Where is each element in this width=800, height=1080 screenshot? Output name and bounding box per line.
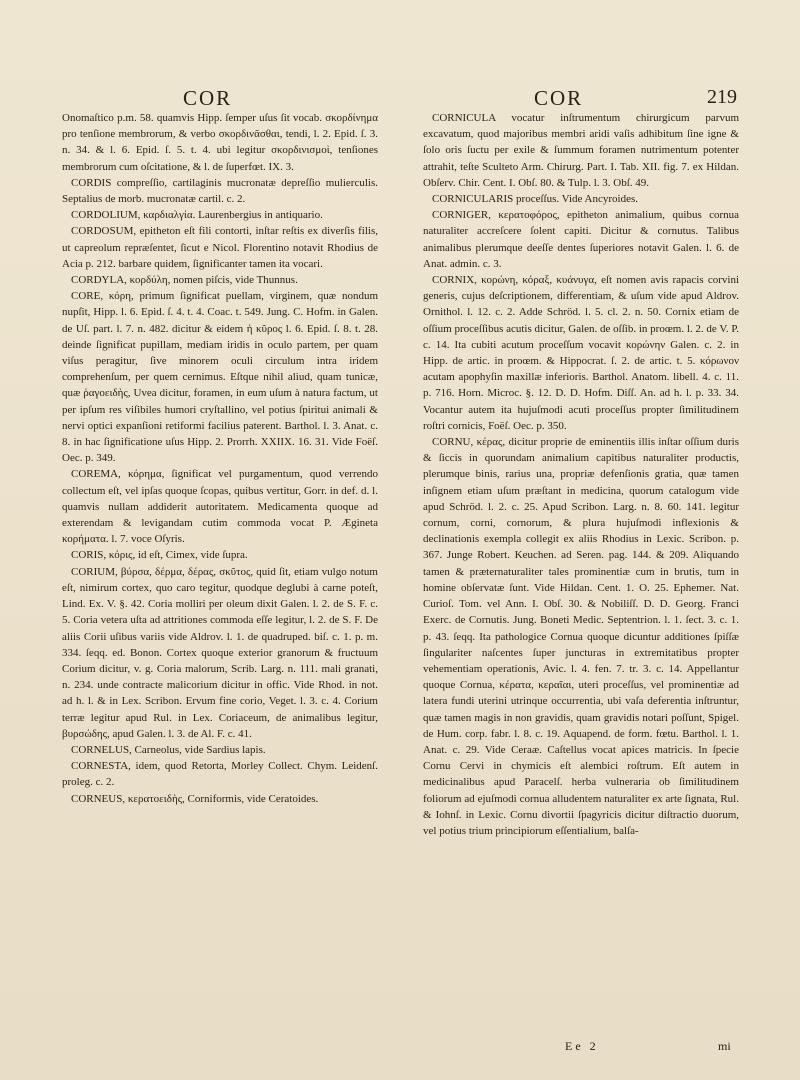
catchword: mi [718, 1039, 731, 1053]
signature-mark: Ee 2 [565, 1039, 599, 1053]
entry-cordolium: CORDOLIUM, καρδιαλγία. Laurenbergius in antiquario. [71, 209, 323, 222]
entry-coris: CORIS, κόρις, id eſt, Cimex, vide ſupra. [71, 549, 248, 562]
running-head-left: COR [183, 86, 233, 110]
entry-onomastico: Onomaſtico p.m. 58. quamvis Hipp. ſemper uſus ſit vocab. σκορδίνημα pro tenſione membrorum, & verbo σκορδινᾶσθαι, tendi, l. 2. Epid. ſ. 3. n. 34. & l. 6. Epid. ſ. 5. t. 4. ubi legitur σκορδινισμοὶ, tenſiones membrorum cum oſcitatione, & l. de ſuperfœt. IX. 3. [62, 112, 378, 173]
entry-corium: CORIUM, βύρσα, δέρμα, δέρας, σκῦτος, quid ſit, etiam vulgo notum eſt, nimirum cortex, quo caro tegitur, quodque deglubi à carne poteſt, Lind. Ex. V. §. 42. Coria molliri per oleum dixit Galen. l. 2. de S. F. c. 5. Coria vetera uſta ad attritiones commoda eſſe legitur, l. 2. de S. F. De aliis Corii uſibus variis vide Aldrov. l. 1. de quadruped. biſ. c. 1. p. m. 334. ſeqq. ed. Bonon. Cortex quoque exterior granorum & fructuum Corium dicitur, v. g. Coria malorum, Scrib. Larg. n. 111. mali granati, n. 234. unde contracte malicorium dicitur in offic. Vide Rhod. in not. ad h. l. & in Lex. Scribon. Ervum fine corio, Veget. l. 3. c. 4. Corium terræ legitur apud Rul. in Lex. Coriaceum, de animalibus legitur, βυρσώδης, apud Galen. l. 3. de Al. F. c. 41. [62, 565, 378, 740]
entry-corneus: CORNEUS, κερατοειδὴς, Corniformis, vide Ceratoides. [71, 792, 319, 805]
entry-cornicula: CORNICULA vocatur inſtrumentum chirurgicum parvum excavatum, quod majoribus membri aridi vaſis adhibitum ſine igne & ſolo oris ſuctu per exile & ſummum foramen nutrimentum potenter attrahit, teſte Sculteto Arm. Chirurg. Part. I. Tab. XII. fig. 7. ex Hildan. Obſerv. Chir. Cent. I. Obſ. 80. & Tulp. l. 3. Obſ. 49. [423, 112, 739, 189]
entry-cordis: CORDIS compreſſio, cartilaginis mucronatæ depreſſio mulierculis. Septalius de morb. mucronatæ cartil. c. 2. [62, 176, 378, 206]
left-column [62, 110, 378, 807]
right-column [423, 110, 739, 839]
entry-cornesta: CORNESTA, idem, quod Retorta, Morley Collect. Chym. Leidenſ. proleg. c. 2. [62, 760, 378, 789]
entry-corema: COREMA, κόρημα, ſignificat vel purgamentum, quod verrendo collectum eſt, vel ipſas quoque ſcopas, quibus vertitur, Gorr. in def. d. l. quamvis nullam addiderit autoritatem. Medicamenta quoque ad exterendam & levigandam cutim commoda vocat P. Ægineta κορήματα. l. 7. voce Oſyris. [62, 468, 378, 546]
entry-cornelus: CORNELUS, Carneolus, vide Sardius lapis. [71, 743, 266, 756]
page-number: 219 [707, 86, 737, 108]
running-head-right: COR [534, 86, 584, 110]
entry-cordyla: CORDYLA, κορδύλη, nomen piſcis, vide Thunnus. [71, 274, 298, 287]
entry-core: CORE, κόρη, primum ſignificat puellam, virginem, quæ nondum nupſit, Hipp. l. 6. Epid. ſ. 4. t. 4. Coac. t. 549. Jung. C. Hofm. in Galen. de Uſ. part. l. 7. n. 482. dicitur & eidem ἡ κῦρος l. 6. Epid. ſ. 8. t. 28. deinde ſignificat pupillam, mediam iridis in oculo partem, per quam viſus peragitur, ſive minorem oculi circulum intra iridem comprehenſum, per quem cernimus. Eſtque nihil aliud, quam tunicæ, quæ ῥαγοειδὴς, Uvea dicitur, foramen, in eum uſum à natura factum, ut per ipſum res viſibiles humori cryſtallino, vel potius ſpiritui animali & nervi optici expanſioni retiformi facilius paterent. Barthol. l. 3. Anat. c. 8. in hac ſignificatione uſus Hipp. 2. Prorrh. XXIIX. 16. 31. Vide Foëſ. Oec. p. 349. [62, 290, 378, 465]
entry-cornu: CORNU, κέρας, dicitur proprie de eminentiis illis inſtar oſſium duris & ſiccis in quorundam animalium capitibus naturaliter productis, plerumque binis, rarius una, propriæ defenſionis gratia, quæ tamen inſignem etiam uſum præſtant in medicina, quorum catalogum vide apud Schröd. l. 2. c. 25. Apud Scribon. Larg. n. 8. 60. 141. legitur cornum, corni, cornorum, & plura hujuſmodi inflexionis & declinationis exempla collegit ex aliis Rhodius in Lexic. Scribon. p. 367. Junge Robert. Keuchen. ad Seren. pag. 144. & 209. Aliquando tamen & præternaturaliter tales prominentiæ cum in brutis, tum in homine obſervatæ ſunt. Vide Hildan. Cent. 1. O. 25. Ephemer. Nat. Curioſ. Tom. vel Ann. I. Obſ. 30. & Nobiliſſ. D. D. Georg. Franci Exerc. de Cornutis. Jung. Boneti Medic. Septentrion. l. 1. ſect. 3. c. 1. p. 43. ſeqq. Ita pathologice Cornua quoque dicuntur additiones ſpiſſæ ſingulariter naſcentes ſuper juncturas in extremitatibus propter vehementiam operationis, Avic. l. 4. fen. 7. tr. 3. c. 14. Appellantur quoque Cornua, κέρατα, κεραῖαι, uteri proceſſus, vel prominentiæ ad latera fundi uterini utrinque occurrentia, ubi vaſa deferentia inſtruntur, quæ tamen magis in non gravidis, quam gravidis notari poſſunt, Spigel. de Hum. corp. fabr. l. 8. c. 19. Aquapend. de form. fœtu. Barthol. l. 1. Anat. c. 29. Vide Ceraæ. Caſtellus vocat apices matricis. In ſpecie Cornu Cervi in chymicis eſt alembici roſtrum. Eſt autem in medicinalibus apud Paracelſ. herba vulneraria ob ſimilitudinem foliorum ad ejuſmodi cornua alludentem naturaliter ex arte ſignata, Rul. & Iohnſ. in Lexic. Cornu divortii ſpagyricis dicitur diſtractio duorum, vel potius trium principiorum eſſentialium, balſa- [423, 436, 739, 837]
entry-corniger: CORNIGER, κερατοφόρος, epitheton animalium, quibus cornua naturaliter accreſcere ſolent capiti. Dicitur & cornutus. Talibus animalibus plerumque deeſſe dentes ſuperiores notavit Galen. l. 6. de Anat. admin. c. 3. [423, 209, 739, 270]
entry-cornicularis: CORNICULARIS proceſſus. Vide Ancyroides. [432, 193, 638, 206]
entry-cordosum: CORDOSUM, epitheton eſt fili contorti, inſtar reſtis ex diverſis filis, ut capreolum repræſentet, ſicut e Nicol. Florentino notavit Rhodius de Acia p. 212. barbare quidem, ſignificanter tamen ita vocari. [62, 225, 378, 270]
entry-cornix: CORNIX, κορώνη, κόραξ, κυάνυγα, eſt nomen avis rapacis corvini generis, cujus deſcriptionem, differentiam, & uſum vide apud Aldrov. Ornithol. l. 12. c. 2. Adde Schröd. l. 5. cl. 2. n. 50. Cornix etiam de oſſium proceſſibus acutis dicitur, Galen. de oſſib. in proœm. l. 2. de V. P. c. 14. Ita cubiti acutum proceſſum vocavit κορώνην Galen. c. 2. in Hipp. de artic. in proœm. & Hippocrat. ſ. 2. de artic. t. 5. κόρωνον acutam apophyſin maxillæ inferioris. Barthol. Anatom. libell. 4. c. 11. p. 716. Horn. Microc. §. 12. D. D. Hofm. Diſſ. An. ad h. l. p. 33. 34. Vocantur autem ita hujuſmodi acuti proceſſus propter ſimilitudinem roſtri cornicis, Foëſ. Oec. p. 350. [423, 274, 739, 432]
